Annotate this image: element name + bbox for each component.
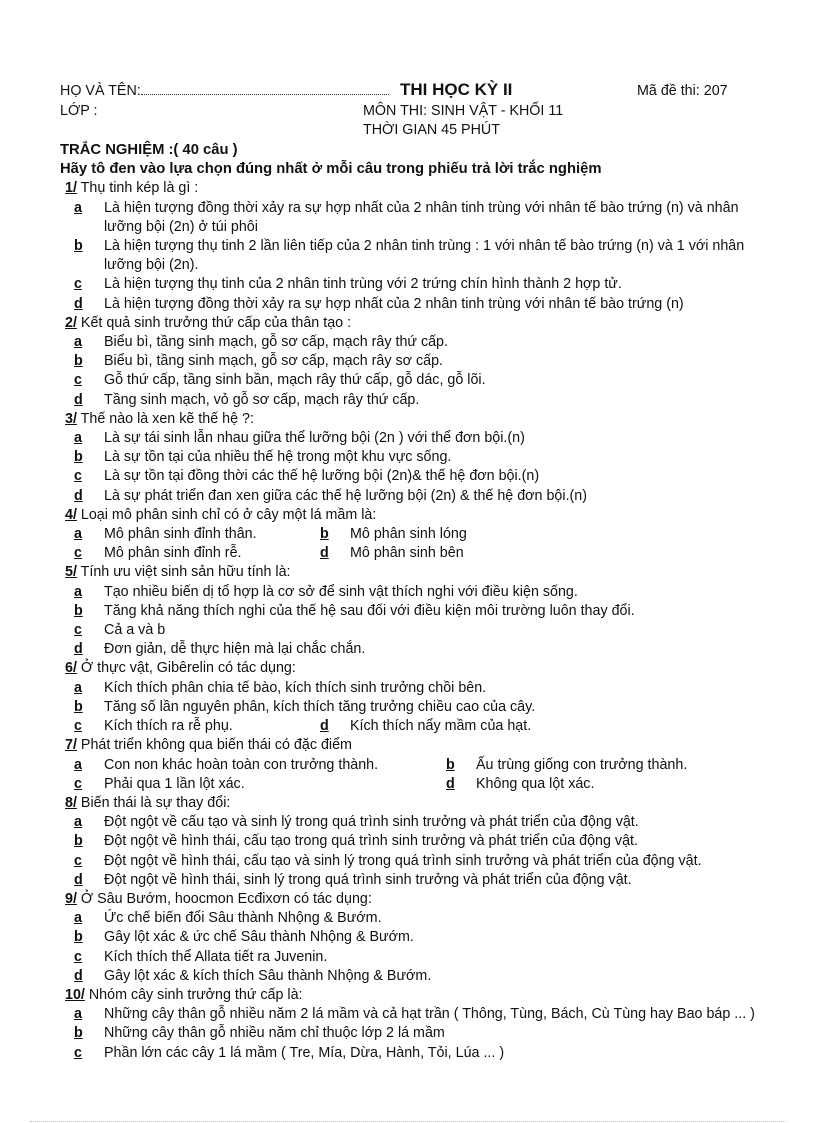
option-letter: d bbox=[74, 871, 83, 888]
option-letter: d bbox=[74, 391, 83, 408]
option-text: Kích thích ra rễ phụ. bbox=[104, 718, 233, 735]
question-10 bbox=[60, 986, 772, 1005]
option-text: Cả a và b bbox=[104, 622, 166, 639]
option-text: Ức chế biến đổi Sâu thành Nhộng & Bướm. bbox=[104, 910, 382, 927]
question-text: Ở thực vật, Gibêrelin có tác dụng: bbox=[76, 660, 296, 677]
option-b bbox=[446, 756, 687, 775]
option-d bbox=[60, 487, 772, 506]
question-list bbox=[60, 179, 772, 1062]
option-text: Ấu trùng giống con trưởng thành. bbox=[476, 756, 688, 773]
option-a bbox=[60, 199, 772, 237]
option-c bbox=[60, 621, 772, 640]
option-text: Mô phân sinh đỉnh rễ. bbox=[104, 545, 242, 562]
option-letter: b bbox=[74, 1025, 83, 1042]
option-b bbox=[60, 237, 772, 275]
option-a bbox=[60, 813, 772, 832]
question-number: 7/ bbox=[65, 737, 77, 754]
option-letter: a bbox=[74, 814, 82, 831]
option-a bbox=[60, 909, 772, 928]
option-d bbox=[320, 544, 464, 563]
option-b bbox=[60, 1024, 772, 1043]
option-pair-row bbox=[60, 544, 772, 563]
question-8 bbox=[60, 794, 772, 813]
option-letter: a bbox=[74, 583, 82, 600]
option-d bbox=[60, 391, 772, 410]
option-letter: b bbox=[74, 238, 83, 255]
option-letter: a bbox=[74, 199, 82, 216]
option-text: Phần lớn các cây 1 lá mầm ( Tre, Mía, Dừa, Hành, Tỏi, Lúa ... ) bbox=[104, 1044, 505, 1061]
option-b bbox=[60, 698, 772, 717]
option-c bbox=[60, 467, 772, 486]
option-letter: d bbox=[74, 295, 83, 312]
option-pair-row bbox=[60, 717, 772, 736]
option-letter: c bbox=[74, 852, 82, 869]
option-text: Là sự tồn tại của nhiều thế hệ trong một khu vực sống. bbox=[104, 449, 452, 466]
question-7 bbox=[60, 736, 772, 755]
name-blank bbox=[141, 82, 389, 95]
question-9 bbox=[60, 890, 772, 909]
option-d bbox=[320, 717, 531, 736]
option-letter: b bbox=[74, 602, 83, 619]
exam-code: Mã đề thi: 207 bbox=[637, 83, 728, 99]
option-letter: c bbox=[74, 276, 82, 293]
option-c bbox=[74, 717, 320, 736]
option-letter: c bbox=[74, 718, 82, 735]
option-text: Gây lột xác & ức chế Sâu thành Nhộng & Bướm. bbox=[104, 929, 414, 946]
option-d bbox=[60, 295, 772, 314]
option-letter: d bbox=[74, 641, 83, 658]
question-text: Phát triển không qua biến thái có đặc điểm bbox=[76, 737, 352, 754]
option-text: Đột ngột về hình thái, cấu tạo và sinh lý trong quá trình sinh trưởng và phát triển của động vật. bbox=[104, 852, 702, 869]
option-c bbox=[60, 948, 772, 967]
option-d bbox=[446, 775, 594, 794]
section-title: TRẮC NGHIỆM :( 40 câu ) bbox=[60, 142, 238, 158]
option-letter: c bbox=[74, 545, 82, 562]
option-letter: a bbox=[74, 910, 82, 927]
option-letter: b bbox=[320, 526, 329, 543]
option-text: Phải qua 1 lần lột xác. bbox=[104, 775, 245, 792]
option-b bbox=[60, 448, 772, 467]
option-letter: a bbox=[74, 430, 82, 447]
option-letter: d bbox=[320, 718, 329, 735]
option-text: Là sự tái sinh lẫn nhau giữa thể lưỡng bội (2n ) với thể đơn bội.(n) bbox=[104, 430, 525, 447]
option-c bbox=[60, 275, 772, 294]
option-letter: b bbox=[74, 833, 83, 850]
option-a bbox=[60, 679, 772, 698]
option-c bbox=[74, 544, 320, 563]
option-text: Con non khác hoàn toàn con trưởng thành. bbox=[104, 756, 379, 773]
question-text: Thụ tinh kép là gì : bbox=[76, 180, 199, 197]
question-number: 6/ bbox=[65, 660, 77, 677]
option-text: Tạo nhiều biến dị tổ hợp là cơ sở để sinh vật thích nghi với điều kiện sống. bbox=[104, 583, 578, 600]
exam-content bbox=[60, 141, 772, 1063]
option-text: Đột ngột về hình thái, sinh lý trong quá trình sinh trưởng và phát triển của động vật. bbox=[104, 871, 632, 888]
option-c bbox=[74, 775, 446, 794]
question-6 bbox=[60, 659, 772, 678]
option-text: Tăng số lần nguyên phân, kích thích tăng trưởng chiều cao của cây. bbox=[104, 698, 536, 715]
option-letter: b bbox=[446, 756, 455, 773]
option-letter: d bbox=[74, 967, 83, 984]
option-b bbox=[60, 602, 772, 621]
exam-title: THI HỌC KỲ II bbox=[400, 80, 513, 99]
option-text: Là hiện tượng thụ tinh 2 lần liên tiếp của 2 nhân tinh trùng : 1 với nhân tế bào trứng (n) và 1 với nhân lưỡng bội (2n). bbox=[104, 238, 745, 274]
question-number: 4/ bbox=[65, 506, 77, 523]
option-letter: b bbox=[74, 449, 83, 466]
option-letter: a bbox=[74, 679, 82, 696]
option-b bbox=[60, 832, 772, 851]
option-text: Biểu bì, tầng sinh mạch, gỗ sơ cấp, mạch rây sơ cấp. bbox=[104, 353, 444, 370]
option-letter: d bbox=[320, 545, 329, 562]
question-text: Tính ưu việt sinh sản hữu tính là: bbox=[76, 564, 291, 581]
option-c bbox=[60, 852, 772, 871]
question-number: 3/ bbox=[65, 410, 77, 427]
option-letter: c bbox=[74, 468, 82, 485]
option-text: Không qua lột xác. bbox=[476, 775, 595, 792]
option-letter: c bbox=[74, 775, 82, 792]
option-letter: d bbox=[74, 487, 83, 504]
option-letter: a bbox=[74, 1006, 82, 1023]
option-text: Là sự phát triển đan xen giữa các thế hệ lưỡng bội (2n) & thế hệ đơn bội.(n) bbox=[104, 487, 588, 504]
question-number: 10/ bbox=[65, 986, 85, 1003]
duration-line: THỜI GIAN 45 PHÚT bbox=[363, 122, 500, 138]
option-d bbox=[60, 871, 772, 890]
option-letter: a bbox=[74, 756, 82, 773]
option-text: Đột ngột về cấu tạo và sinh lý trong quá trình sinh trưởng và phát triển của động vật. bbox=[104, 814, 639, 831]
option-text: Những cây thân gỗ nhiều năm 2 lá mầm và cả hạt trần ( Thông, Tùng, Bách, Cù Tùng hay Bao báp ... ) bbox=[104, 1006, 755, 1023]
question-number: 8/ bbox=[65, 794, 77, 811]
option-pair-row bbox=[60, 756, 772, 775]
question-number: 2/ bbox=[65, 314, 77, 331]
name-label: HỌ VÀ TÊN: bbox=[60, 83, 141, 99]
question-text: Biến thái là sự thay đổi: bbox=[76, 794, 231, 811]
option-a bbox=[60, 333, 772, 352]
option-b bbox=[320, 525, 467, 544]
option-letter: c bbox=[74, 372, 82, 389]
question-1 bbox=[60, 179, 772, 198]
option-text: Là hiện tượng đồng thời xảy ra sự hợp nhất của 2 nhân tinh trùng với nhân tế bào trứng (n) và nhân lưỡng bội (2n) ở túi phôi bbox=[104, 199, 739, 235]
option-text: Những cây thân gỗ nhiều năm chỉ thuộc lớp 2 lá mầm bbox=[104, 1025, 445, 1042]
option-text: Gây lột xác & kích thích Sâu thành Nhộng & Bướm. bbox=[104, 967, 432, 984]
subject-line: MÔN THI: SINH VẬT - KHỐI 11 bbox=[363, 103, 564, 119]
option-d bbox=[60, 967, 772, 986]
option-text: Tầng sinh mạch, vỏ gỗ sơ cấp, mạch rây thứ cấp. bbox=[104, 391, 420, 408]
option-pair-row bbox=[60, 775, 772, 794]
option-text: Là sự tồn tại đồng thời các thế hệ lưỡng bội (2n)& thế hệ đơn bội.(n) bbox=[104, 468, 540, 485]
option-text: Mô phân sinh bên bbox=[350, 545, 464, 562]
option-text: Là hiện tượng đồng thời xảy ra sự hợp nhất của 2 nhân tinh trùng với nhân tế bào trứng (n) bbox=[104, 295, 684, 312]
option-text: Biểu bì, tầng sinh mạch, gỗ sơ cấp, mạch rây thứ cấp. bbox=[104, 334, 448, 351]
section-instruction: Hãy tô đen vào lựa chọn đúng nhất ở mỗi câu trong phiếu trả lời trắc nghiệm bbox=[60, 161, 602, 178]
option-letter: a bbox=[74, 334, 82, 351]
question-text: Ở Sâu Bướm, hoocmon Ecđixơn có tác dụng: bbox=[76, 890, 372, 907]
option-text: Kích thích phân chia tế bào, kích thích sinh trưởng chồi bên. bbox=[104, 679, 487, 696]
question-number: 9/ bbox=[65, 890, 77, 907]
option-letter: c bbox=[74, 1044, 82, 1061]
option-text: Kích thích thể Allata tiết ra Juvenin. bbox=[104, 948, 328, 965]
option-text: Tăng khả năng thích nghi của thế hệ sau đối với điều kiện môi trường luôn thay đổi. bbox=[104, 602, 635, 619]
question-text: Loại mô phân sinh chỉ có ở cây một lá mầm là: bbox=[76, 506, 377, 523]
option-d bbox=[60, 640, 772, 659]
option-text: Gỗ thứ cấp, tầng sinh bần, mạch rây thứ cấp, gỗ dác, gỗ lõi. bbox=[104, 372, 486, 389]
option-c bbox=[60, 1044, 772, 1063]
option-text: Đột ngột về hình thái, cấu tạo trong quá trình sinh trưởng và phát triển của động vật. bbox=[104, 833, 638, 850]
class-label: LỚP : bbox=[60, 103, 98, 119]
option-text: Mô phân sinh đỉnh thân. bbox=[104, 526, 257, 543]
option-a bbox=[60, 1005, 772, 1024]
question-2 bbox=[60, 314, 772, 333]
option-letter: b bbox=[74, 353, 83, 370]
question-text: Nhóm cây sinh trưởng thứ cấp là: bbox=[84, 986, 303, 1003]
option-letter: c bbox=[74, 622, 82, 639]
option-letter: c bbox=[74, 948, 82, 965]
option-text: Mô phân sinh lóng bbox=[350, 526, 467, 543]
option-letter: a bbox=[74, 526, 82, 543]
option-letter: b bbox=[74, 698, 83, 715]
question-4 bbox=[60, 506, 772, 525]
option-text: Đơn giản, dễ thực hiện mà lại chắc chắn. bbox=[104, 641, 366, 658]
option-text: Kích thích nẩy mầm của hạt. bbox=[350, 718, 532, 735]
question-number: 5/ bbox=[65, 564, 77, 581]
question-text: Kết quả sinh trưởng thứ cấp của thân tạo : bbox=[76, 314, 352, 331]
option-letter: d bbox=[446, 775, 455, 792]
option-text: Là hiện tượng thụ tinh của 2 nhân tinh trùng với 2 trứng chín hình thành 2 hợp tử. bbox=[104, 276, 622, 293]
option-pair-row bbox=[60, 525, 772, 544]
page-bottom-rule bbox=[30, 1121, 786, 1122]
question-text: Thế nào là xen kẽ thế hệ ?: bbox=[76, 410, 254, 427]
option-b bbox=[60, 352, 772, 371]
question-5 bbox=[60, 563, 772, 582]
option-a bbox=[60, 583, 772, 602]
option-letter: b bbox=[74, 929, 83, 946]
student-name-row bbox=[60, 82, 389, 101]
option-a bbox=[60, 429, 772, 448]
question-number: 1/ bbox=[65, 180, 77, 197]
option-c bbox=[60, 371, 772, 390]
option-a bbox=[74, 756, 446, 775]
option-a bbox=[74, 525, 320, 544]
question-3 bbox=[60, 410, 772, 429]
option-b bbox=[60, 928, 772, 947]
